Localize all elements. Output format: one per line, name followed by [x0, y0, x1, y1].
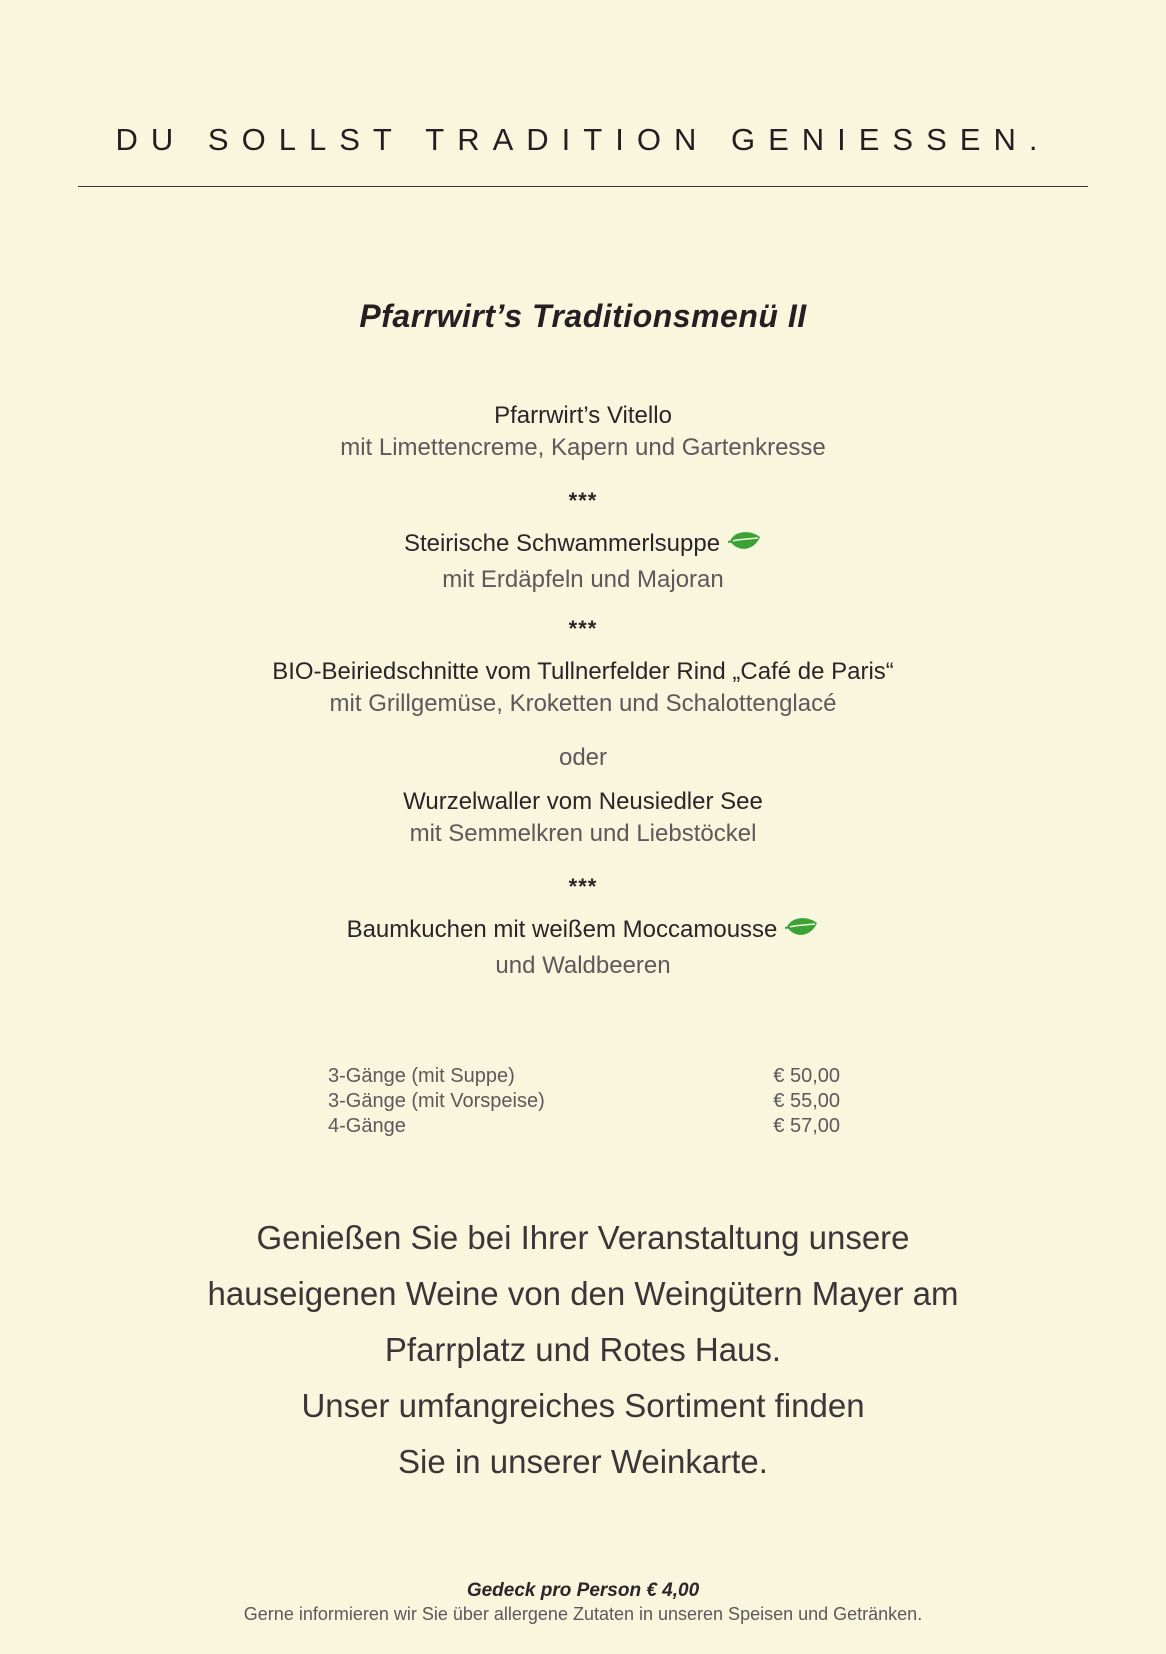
dish-description: mit Limettencreme, Kapern und Gartenkresse — [340, 434, 826, 461]
dish-name: Baumkuchen mit weißem Moccamousse — [346, 916, 778, 943]
course-main-beef — [0, 656, 1166, 720]
course-separator: *** — [568, 616, 598, 641]
wine-note-line: Unser umfangreiches Sortiment finden — [301, 1387, 865, 1424]
wine-note-line: Sie in unserer Weinkarte. — [398, 1443, 768, 1480]
course-separator: *** — [568, 488, 598, 513]
course-dessert — [0, 914, 1166, 982]
price-value: € 55,00 — [773, 1090, 840, 1112]
price-list — [328, 1064, 840, 1139]
dish-name: Wurzelwaller vom Neusiedler See — [403, 788, 763, 815]
price-value: € 50,00 — [773, 1065, 840, 1087]
course-main-fish — [0, 786, 1166, 850]
dish-description: mit Semmelkren und Liebstöckel — [409, 820, 757, 847]
leaf-icon — [785, 915, 819, 950]
dish-description: mit Grillgemüse, Kroketten und Schalottenglacé — [329, 690, 837, 717]
dish-name: Steirische Schwammerlsuppe — [403, 530, 721, 557]
wine-note-line: Genießen Sie bei Ihrer Veranstaltung unsere — [256, 1219, 910, 1256]
dish-name: Pfarrwirt’s Vitello — [494, 402, 672, 429]
page-header-title: DU SOLLST TRADITION GENIESSEN. — [115, 122, 1051, 157]
price-value: € 57,00 — [773, 1115, 840, 1137]
header-divider — [78, 186, 1088, 187]
price-row — [328, 1114, 840, 1139]
wine-note-line: hauseigenen Weine von den Weingütern Mayer am — [207, 1275, 959, 1312]
or-label: oder — [558, 744, 608, 771]
allergen-note: Gerne informieren wir Sie über allergene Zutaten in unseren Speisen und Getränken. — [243, 1604, 923, 1624]
price-label: 3-Gänge (mit Vorspeise) — [328, 1090, 545, 1112]
wine-note-line: Pfarrplatz und Rotes Haus. — [384, 1331, 782, 1368]
course-soup — [0, 528, 1166, 596]
dish-name: BIO-Beiriedschnitte vom Tullnerfelder Rind „Café de Paris“ — [272, 658, 894, 685]
dish-description: mit Erdäpfeln und Majoran — [442, 566, 724, 593]
dish-description: und Waldbeeren — [495, 952, 671, 979]
price-label: 4-Gänge — [328, 1115, 406, 1137]
wine-note — [0, 1210, 1166, 1490]
price-row — [328, 1089, 840, 1114]
menu-title: Pfarrwirt’s Traditionsmenü II — [359, 298, 807, 334]
price-row — [328, 1064, 840, 1089]
course-starter — [0, 400, 1166, 464]
price-label: 3-Gänge (mit Suppe) — [328, 1065, 515, 1087]
cover-charge: Gedeck pro Person € 4,00 — [466, 1580, 700, 1601]
course-separator: *** — [568, 874, 598, 899]
leaf-icon — [728, 529, 762, 564]
